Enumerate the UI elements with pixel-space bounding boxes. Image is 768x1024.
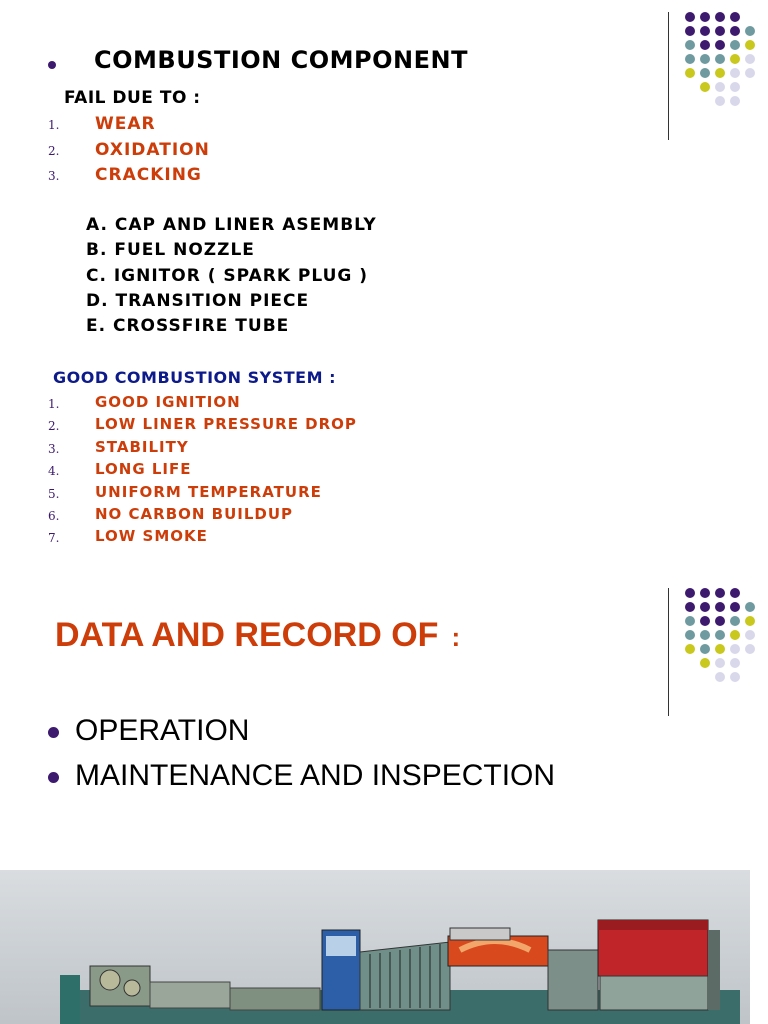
decorative-dot [715,658,725,668]
decorative-dot [730,68,740,78]
component-item: E. CROSSFIRE TUBE [86,316,290,337]
decorative-dot [715,630,725,640]
good-item-text: STABILITY [95,437,189,456]
decorative-dot [730,40,740,50]
decorative-dot [715,96,725,106]
bullet-icon [48,61,56,69]
decorative-dot [730,26,740,36]
decorative-dot [685,644,695,654]
good-item-number: 4. [48,464,60,479]
good-item-text: UNIFORM TEMPERATURE [95,482,322,501]
component-item: B. FUEL NOZZLE [86,240,255,261]
fail-due-to-label: FAIL DUE TO : [64,88,201,108]
decorative-dot [715,26,725,36]
decorative-dot [745,644,755,654]
fail-item-number: 2. [48,143,60,158]
gas-turbine-cutaway-image [0,870,750,1024]
decorative-dot [700,26,710,36]
decorative-dot [730,588,740,598]
slide-title [55,616,460,655]
good-item-number: 5. [48,486,60,501]
fail-item-text: CRACKING [95,165,202,185]
bullet-maintenance: MAINTENANCE AND INSPECTION [75,759,556,792]
decorative-dot [700,644,710,654]
decorative-dot [715,12,725,22]
decorative-dot [730,602,740,612]
title-colon: : [451,622,461,652]
decorative-dot [715,40,725,50]
decorative-dot [700,588,710,598]
decorative-dot [685,68,695,78]
bullet-icon [48,727,59,738]
bullet-icon [48,772,59,783]
good-item-number: 2. [48,419,60,434]
decorative-dot [745,40,755,50]
fail-item-text: OXIDATION [95,139,210,160]
decorative-dot [730,96,740,106]
decorative-dot [700,82,710,92]
decorative-dot [700,40,710,50]
good-item-number: 7. [48,531,60,546]
decorative-dot [700,12,710,22]
decorative-dot [715,672,725,682]
decorative-dot [685,630,695,640]
decorative-dot [715,54,725,64]
decorative-dot [685,616,695,626]
good-item-text: LOW LINER PRESSURE DROP [95,415,357,434]
slide-data-and-record [0,578,768,848]
decorative-dot [685,588,695,598]
decorative-dot [730,672,740,682]
good-item-number: 3. [48,441,60,456]
decorative-dot [730,616,740,626]
decorative-dot [700,54,710,64]
fail-item-number: 1. [48,118,60,132]
decorative-dot [700,68,710,78]
bullet-operation: OPERATION [75,714,250,747]
component-item: D. TRANSITION PIECE [86,290,310,311]
decorative-dot [730,630,740,640]
decorative-dot [745,630,755,640]
good-item-text: GOOD IGNITION [95,393,241,411]
decorative-dot [730,12,740,22]
decorative-dot [685,26,695,36]
good-item-number: 1. [48,397,60,411]
good-combustion-heading: GOOD COMBUSTION SYSTEM : [53,368,336,387]
fail-item-number: 3. [48,169,60,183]
title-text: DATA AND RECORD OF [55,616,439,654]
decorative-dot [715,644,725,654]
decorative-dot [700,616,710,626]
decorative-dot [730,644,740,654]
decorative-dot [730,54,740,64]
decorative-dot [745,68,755,78]
decorative-dot [715,68,725,78]
component-item: C. IGNITOR ( SPARK PLUG ) [86,265,369,286]
decorative-dot [745,616,755,626]
decorative-dot [715,602,725,612]
fail-item-text: WEAR [95,114,156,134]
decorative-dot [745,602,755,612]
decorative-dot [745,26,755,36]
decorative-dot [730,658,740,668]
divider-line [668,588,669,716]
decorative-dot [700,630,710,640]
decorative-dot [730,82,740,92]
good-item-text: LONG LIFE [95,460,192,479]
decorative-dot [715,588,725,598]
decorative-dot [715,616,725,626]
turbine-illustration [0,870,750,1024]
decorative-dot [685,40,695,50]
decorative-dot [685,602,695,612]
decorative-dot [700,658,710,668]
slide-title: COMBUSTION COMPONENT [94,46,468,74]
good-item-number: 6. [48,509,60,523]
good-item-text: LOW SMOKE [95,527,208,546]
decorative-dot [715,82,725,92]
good-item-text: NO CARBON BUILDUP [95,505,294,523]
divider-line [668,12,669,140]
decorative-dot [700,602,710,612]
component-item: A. CAP AND LINER ASEMBLY [86,215,377,235]
decorative-dot [745,54,755,64]
decorative-dot [685,12,695,22]
decorative-dot [685,54,695,64]
